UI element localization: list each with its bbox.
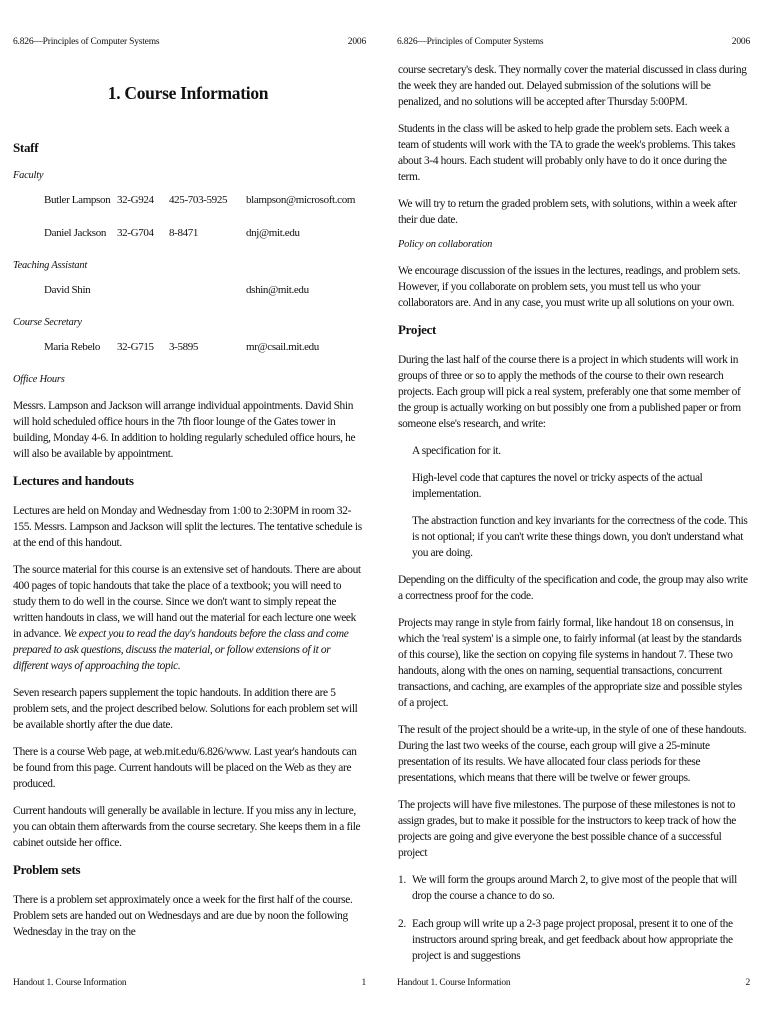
running-footer-title: Handout 1. Course Information: [13, 978, 127, 988]
milestone-item: [398, 916, 750, 964]
project-item-code: High-level code that captures the novel or tricky aspects of the actual implementation.: [412, 472, 703, 500]
staff-room: 32-G715: [117, 341, 154, 353]
collaboration-paragraph: We encourage discussion of the issues in the lectures, readings, and problem sets. However, if you collaborate on problem sets, you must tell us who your collaborators are. And in any case, you must write up all solutions on your own.: [398, 265, 741, 309]
collaboration-label: Policy on collaboration: [398, 239, 493, 250]
project-paragraph-1: During the last half of the course there is a project in which students will work in groups of three or so to apply the methods of the course to their own research projects. Each group will pick a real system, preferably one that some member of the group is actually working on but possibly one from a published paper or from someone else's research, and write:: [398, 354, 741, 430]
running-footer-title: Handout 1. Course Information: [397, 978, 511, 988]
running-header-title: 6.826—Principles of Computer Systems: [13, 37, 160, 47]
document-title: 1. Course Information: [107, 83, 269, 103]
running-header-title: 6.826—Principles of Computer Systems: [397, 37, 544, 47]
lectures-paragraph-2-italic: We expect you to read the day's handouts before the class and come prepared to ask questions, discuss the material, or follow extensions of it or different ways of approaching the topic.: [13, 628, 349, 672]
page-number: 2: [745, 978, 750, 988]
grading-paragraph: Students in the class will be asked to help grade the problem sets. Each week a team of students will work with the TA to grade the week's problems. This takes about 3-4 hours. Each student will probably only have to do it once during the term.: [398, 123, 736, 183]
staff-email: dshin@mit.edu: [246, 284, 309, 296]
lectures-paragraph-2-text: The source material for this course is an extensive set of handouts. There are about 400 pages of topic handouts that take the place of a textbook; you will need to study them to do well in the course. Since we don't want to simply repeat the written handouts in class, we will hand out the material for each lecture one week in advance.: [13, 564, 361, 640]
staff-name: Maria Rebelo: [44, 341, 100, 353]
running-header-year: 2006: [731, 37, 750, 47]
staff-email: mr@csail.mit.edu: [246, 341, 319, 353]
lectures-paragraph-2: [13, 562, 363, 674]
project-paragraph-5: The projects will have five milestones. The purpose of these milestones is not to assign grades, but to make it possible for the instructors to keep track of how the projects are going and give everyone the best possible chance of a successful project: [398, 799, 736, 859]
problem-sets-heading: Problem sets: [13, 862, 81, 877]
project-paragraph-3: Projects may range in style from fairly formal, like handout 18 on consensus, in which the 'real system' is a simple one, to fairly informal (at least by the standards of this course), like the section on copying file systems in handout 7. These two handouts, along with the ones on naming, sequential transactions, concurrent transactions, and caching, are examples of the appropriate size and possible styles of a project.: [398, 617, 742, 709]
milestone-number: 2.: [398, 918, 406, 930]
staff-email: blampson@microsoft.com: [246, 194, 356, 206]
staff-row-faculty-1: [13, 194, 363, 210]
problem-sets-paragraph-1: There is a problem set approximately once a week for the first half of the course. Problem sets are handed out on Wednesdays and are due by noon the following Wednesday in the tray on the: [13, 894, 353, 938]
staff-name: David Shin: [44, 284, 91, 296]
secretary-label: Course Secretary: [13, 317, 82, 328]
page-2: [384, 0, 768, 1024]
lectures-paragraph-5: Current handouts will generally be available in lecture. If you miss any in lecture, you can obtain them afterwards from the course secretary. She keeps them in a file cabinet outside her office.: [13, 805, 361, 849]
staff-email: dnj@mit.edu: [246, 227, 300, 239]
project-paragraph-2: Depending on the difficulty of the specification and code, the group may also write a correctness proof for the code.: [398, 574, 748, 602]
milestones-list: [398, 872, 750, 964]
staff-phone: [169, 284, 246, 300]
staff-row-secretary: [13, 341, 363, 357]
faculty-label: Faculty: [13, 170, 44, 181]
milestone-number: 1.: [398, 874, 406, 886]
page-number: 1: [361, 978, 366, 988]
project-item-abstraction: The abstraction function and key invariants for the correctness of the code. This is not optional; if you can't write these things down, you don't understand what you are doing.: [412, 515, 748, 559]
lectures-paragraph-4: There is a course Web page, at web.mit.edu/6.826/www. Last year's handouts can be found from this page. Current handouts will be placed on the Web as they are produced.: [13, 746, 357, 790]
project-item-specification: A specification for it.: [412, 445, 501, 457]
running-header-year: 2006: [347, 37, 366, 47]
return-paragraph: We will try to return the graded problem sets, with solutions, within a week after their due date.: [398, 198, 737, 226]
lectures-heading: Lectures and handouts: [13, 473, 134, 488]
office-hours-paragraph: Messrs. Lampson and Jackson will arrange individual appointments. David Shin will hold scheduled office hours in the 7th floor lounge of the Gates tower in building, Monday 4-6. In addition to holding regularly scheduled office hours, he will also be available by appointment.: [13, 400, 356, 460]
milestone-item: [398, 872, 750, 904]
lectures-paragraph-1: Lectures are held on Monday and Wednesday from 1:00 to 2:30PM in room 32-155. Messrs. Lampson and Jackson will split the lectures. The tentative schedule is at the end of this handout.: [13, 505, 362, 549]
page-1-column: [13, 62, 363, 951]
project-heading: Project: [398, 322, 437, 337]
staff-row-faculty-2: [13, 227, 363, 243]
staff-name: Butler Lampson: [44, 194, 111, 206]
office-hours-label: Office Hours: [13, 374, 65, 385]
staff-phone: 425-703-5925: [169, 194, 228, 206]
staff-phone: 8-8471: [169, 227, 199, 239]
staff-phone: 3-5895: [169, 341, 199, 353]
lectures-paragraph-3: Seven research papers supplement the topic handouts. In addition there are 5 problem sets, and the project described below. Solutions for each problem set will be available shortly after the due date.: [13, 687, 358, 731]
page-2-column: [398, 62, 750, 976]
project-paragraph-4: The result of the project should be a write-up, in the style of one of these handouts. During the last two weeks of the course, each group will give a 25-minute presentation of its results. We have allocated four class periods for these presentations, which means that there will be twelve or fewer groups.: [398, 724, 747, 784]
staff-name: Daniel Jackson: [44, 227, 106, 239]
problem-sets-paragraph-continued: course secretary's desk. They normally cover the material discussed in class during the week they are handed out. Delayed submission of the solutions will be penalized, and no solutions will be accepted after Thursday 5:00PM.: [398, 64, 747, 108]
milestone-text: Each group will write up a 2-3 page project proposal, present it to one of the instructors around spring break, and get feedback about how appropriate the project is and suggestions: [412, 918, 733, 962]
staff-room: 32-G704: [117, 227, 154, 239]
ta-label: Teaching Assistant: [13, 260, 88, 271]
milestone-text: We will form the groups around March 2, to give most of the people that will drop the course a chance to do so.: [412, 874, 737, 902]
staff-row-ta: [13, 284, 363, 300]
staff-room: [117, 284, 169, 300]
staff-heading: Staff: [13, 140, 39, 155]
staff-room: 32-G924: [117, 194, 154, 206]
